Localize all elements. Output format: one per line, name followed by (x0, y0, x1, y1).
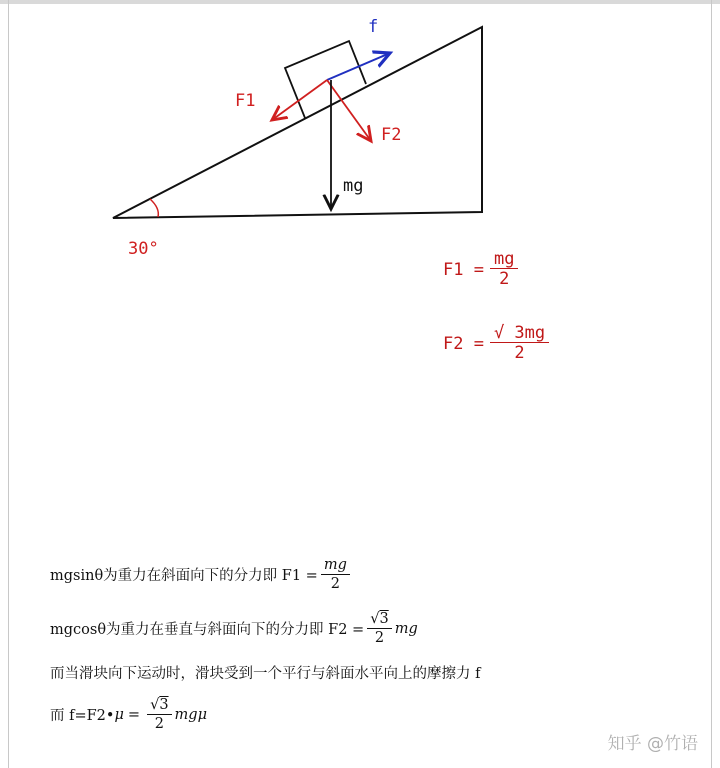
label-f1: F1 (235, 91, 256, 111)
formula-f2 (443, 324, 549, 363)
text-line-2-num: √3 (367, 610, 391, 629)
text-line-4-prefix: 而 f=F2• (50, 708, 115, 724)
friction-arrow (327, 53, 390, 80)
label-f2: F2 (381, 125, 402, 145)
formula-f1-fraction (490, 250, 518, 289)
text-line-2-den: 2 (374, 630, 385, 646)
formula-f1-num: mg (490, 250, 518, 269)
formula-f2-fraction (490, 324, 549, 363)
text-line-3: 而当滑块向下运动时，滑块受到一个平行与斜面水平向上的摩擦力 f (50, 666, 481, 682)
text-line-1-fraction (321, 556, 350, 593)
angle-arc (150, 199, 158, 217)
text-line-4-mu: μ (114, 706, 124, 723)
formula-f2-lhs: F2 = (443, 333, 484, 354)
formula-f2-den: 2 (514, 343, 525, 363)
text-line-1-den: 2 (330, 576, 340, 592)
f1-arrow (272, 80, 327, 120)
watermark: 知乎 @竹语 (607, 734, 698, 754)
label-f: f (368, 17, 379, 37)
text-line-4-eq: = (127, 706, 141, 723)
text-line-1-num: mg (321, 556, 350, 575)
text-line-1-prefix: mgsinθ为重力在斜面向下的分力即 F1 = (50, 568, 318, 584)
text-line-2-prefix: mgcosθ为重力在垂直与斜面向下的分力即 F2 = (50, 622, 365, 638)
text-line-4-radicand: 3 (159, 697, 169, 713)
text-line-2 (50, 610, 418, 647)
incline-triangle (113, 27, 482, 218)
formula-f1-lhs: F1 = (443, 259, 484, 280)
text-line-1 (50, 556, 353, 593)
text-line-4 (50, 696, 207, 733)
text-line-2-fraction (367, 610, 391, 647)
f2-arrow (327, 80, 371, 141)
text-line-2-radicand: 3 (379, 611, 389, 627)
sliding-block (285, 41, 366, 118)
text-line-4-num: √3 (147, 696, 171, 715)
text-line-2-suffix: mg (394, 620, 418, 637)
formula-f1-den: 2 (499, 269, 510, 289)
formula-f1 (443, 250, 518, 289)
text-line-4-suffix: mgμ (174, 706, 208, 723)
text-line-4-fraction (147, 696, 171, 733)
angle-label: 30° (128, 239, 159, 259)
label-mg: mg (343, 176, 364, 196)
text-line-4-den: 2 (154, 716, 164, 732)
formula-f2-num: √ 3mg (490, 324, 549, 343)
